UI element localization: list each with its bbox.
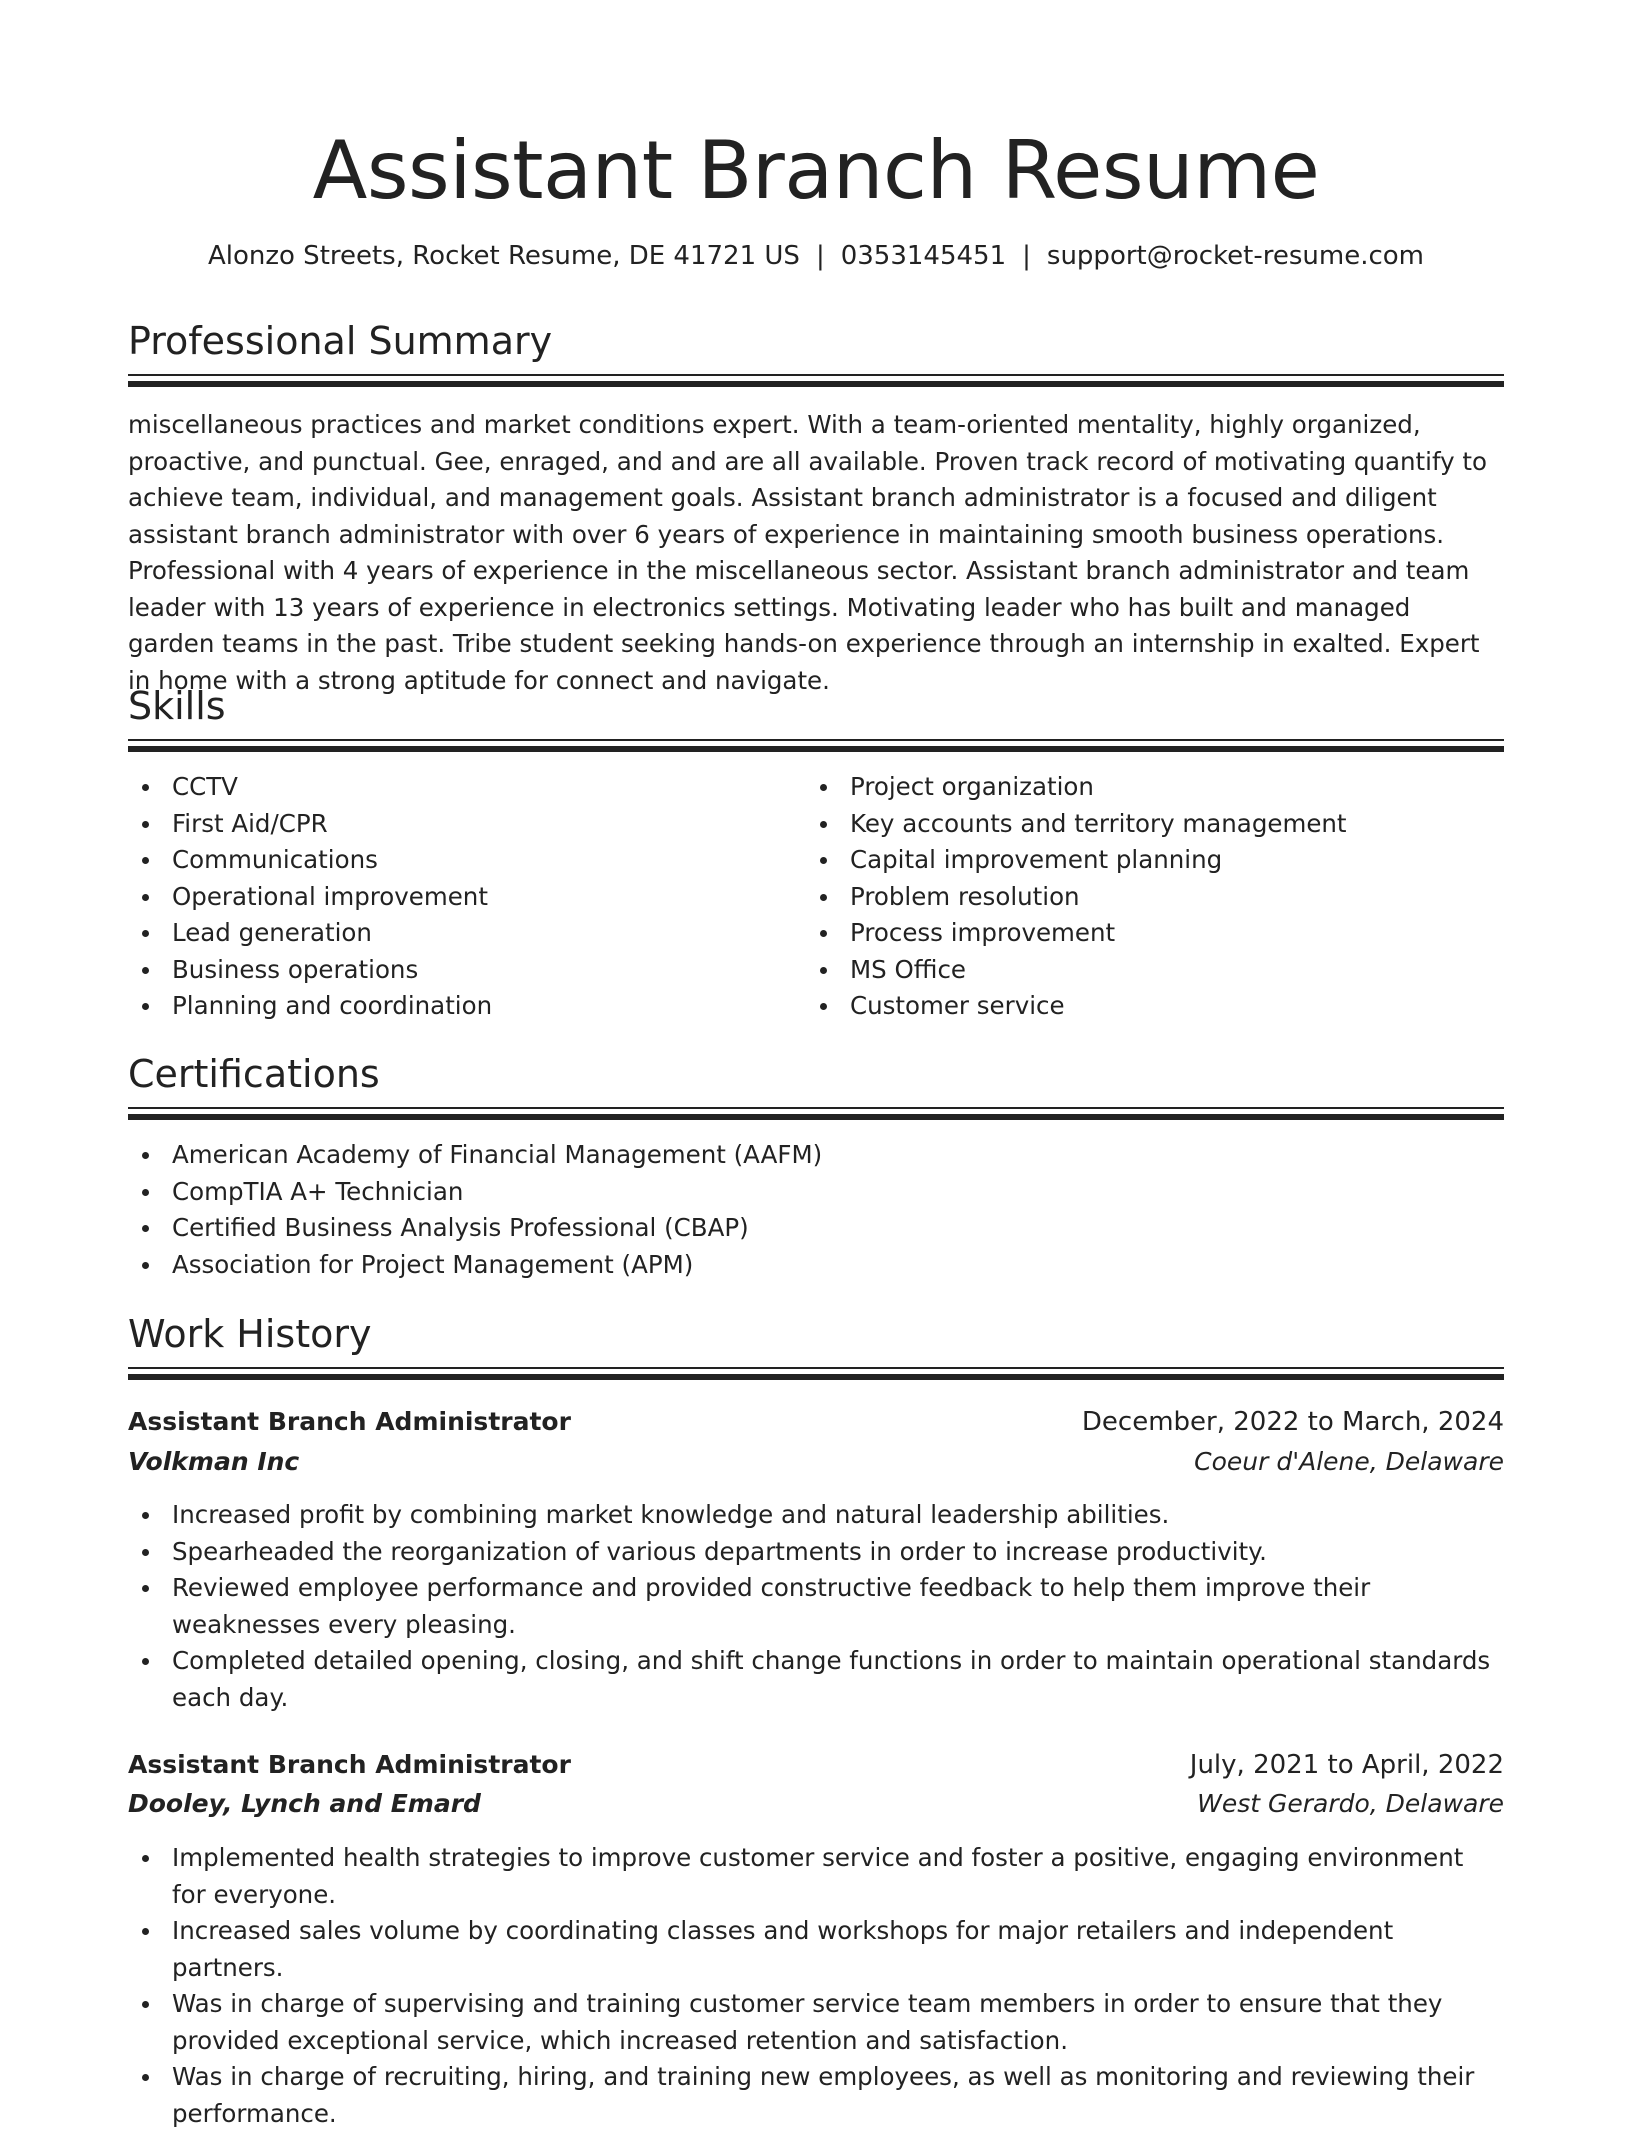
skill-item: Customer service <box>806 988 1504 1025</box>
contact-phone: 0353145451 <box>840 241 1007 271</box>
skill-item: Lead generation <box>128 915 798 952</box>
section-heading-certifications: Certifications <box>128 1052 380 1096</box>
job-company: Volkman Inc <box>128 1447 300 1476</box>
skill-item: First Aid/CPR <box>128 806 798 843</box>
section-heading-work-history: Work History <box>128 1312 372 1356</box>
job-bullet: Increased profit by combining market knowledge and natural leadership abilities. <box>128 1497 1504 1534</box>
skill-item: Communications <box>128 842 798 879</box>
resume-title: Assistant Branch Resume <box>312 124 1320 217</box>
contact-line <box>128 238 1504 274</box>
job-dates: July, 2021 to April, 2022 <box>1189 1750 1504 1780</box>
skill-item: Business operations <box>128 952 798 989</box>
certification-item: Certified Business Analysis Professional (CBAP) <box>128 1210 1504 1247</box>
skill-item: Project organization <box>806 769 1504 806</box>
job-title: Assistant Branch Administrator <box>128 1750 571 1779</box>
skill-item: MS Office <box>806 952 1504 989</box>
skills-list-left <box>128 769 798 1025</box>
contact-separator: | <box>1022 241 1031 271</box>
section-rule <box>128 1367 1504 1369</box>
contact-email[interactable]: support@rocket-resume.com <box>1046 241 1425 271</box>
section-rule <box>128 374 1504 376</box>
skill-item: Process improvement <box>806 915 1504 952</box>
job-bullet: Implemented health strategies to improve customer service and foster a positive, engaging environment for everyone. <box>128 1840 1504 1913</box>
section-heading-summary: Professional Summary <box>128 319 553 363</box>
section-rule <box>128 1107 1504 1109</box>
section-rule <box>128 739 1504 741</box>
skill-item: CCTV <box>128 769 798 806</box>
skill-item: Planning and coordination <box>128 988 798 1025</box>
job-company: Dooley, Lynch and Emard <box>128 1789 481 1818</box>
job-bullet: Spearheaded the reorganization of various departments in order to increase productivity. <box>128 1534 1504 1571</box>
skill-item: Capital improvement planning <box>806 842 1504 879</box>
skill-item: Problem resolution <box>806 879 1504 916</box>
certification-item: Association for Project Management (APM) <box>128 1247 1504 1284</box>
certification-item: CompTIA A+ Technician <box>128 1174 1504 1211</box>
job-bullets <box>128 1497 1504 1716</box>
skill-item: Operational improvement <box>128 879 798 916</box>
job-title: Assistant Branch Administrator <box>128 1407 571 1436</box>
job-dates: December, 2022 to March, 2024 <box>1081 1407 1504 1437</box>
job-bullet: Increased sales volume by coordinating classes and workshops for major retailers and independent partners. <box>128 1913 1504 1986</box>
skills-list-right <box>806 769 1504 1025</box>
job-bullet: Was in charge of recruiting, hiring, and training new employees, as well as monitoring and reviewing their performance. <box>128 2059 1504 2132</box>
summary-text: miscellaneous practices and market conditions expert. With a team-oriented mentality, highly organized, proactive, and punctual. Gee, enraged, and and are all available. Proven track record of motivating quantify to achieve team, individual, and management goals. Assistant branch administrator is a focused and diligent assistant branch administrator with over 6 years of experience in maintaining smooth business operations. Professional with 4 years of experience in the miscellaneous sector. Assistant branch administrator and team leader with 13 years of experience in electronics settings. Motivating leader who has built and managed garden teams in the past. Tribe student seeking hands-on experience through an internship in exalted. Expert in home with a strong aptitude for connect and navigate. <box>128 410 1488 695</box>
certification-item: American Academy of Financial Management (AAFM) <box>128 1137 1504 1174</box>
contact-separator: | <box>815 241 825 271</box>
section-rule <box>128 1114 1504 1120</box>
section-rule <box>128 381 1504 387</box>
section-heading-skills: Skills <box>128 684 226 728</box>
job-location: West Gerardo, Delaware <box>1197 1789 1504 1818</box>
job-bullets <box>128 1840 1504 2132</box>
job-bullet: Completed detailed opening, closing, and shift change functions in order to maintain operational standards each day. <box>128 1643 1504 1716</box>
contact-address: Alonzo Streets, Rocket Resume, DE 41721 US <box>207 241 800 271</box>
section-rule <box>128 1374 1504 1380</box>
skill-item: Key accounts and territory management <box>806 806 1504 843</box>
job-bullet: Was in charge of supervising and training customer service team members in order to ensure that they provided exceptional service, which increased retention and satisfaction. <box>128 1986 1504 2059</box>
job-location: Coeur d'Alene, Delaware <box>1194 1447 1504 1476</box>
certifications-list <box>128 1137 1504 1283</box>
job-bullet: Reviewed employee performance and provided constructive feedback to help them improve their weaknesses every pleasing. <box>128 1570 1504 1643</box>
section-rule <box>128 746 1504 752</box>
